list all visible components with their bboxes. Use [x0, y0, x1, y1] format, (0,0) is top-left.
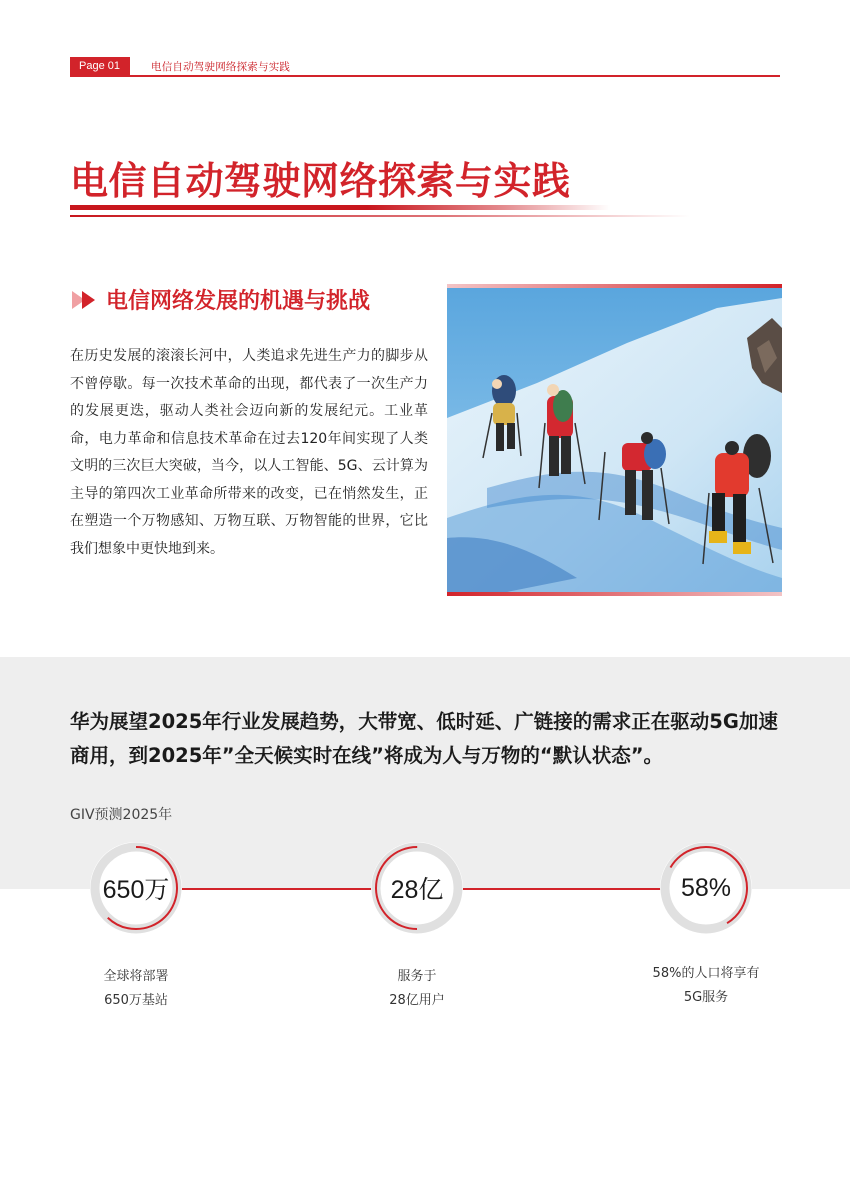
forecast-label: GIV预测2025年 — [70, 807, 173, 823]
running-title: 电信自动驾驶网络探索与实践 — [151, 61, 291, 73]
stat-value: 28亿 — [390, 876, 444, 904]
stat-caption-line1: 服务于 — [397, 969, 437, 984]
title-underline — [70, 205, 610, 210]
stat-users — [367, 838, 467, 938]
header-divider — [70, 75, 780, 77]
stat-caption — [56, 965, 216, 1013]
photo-bottom-accent — [447, 592, 782, 596]
page-title: 电信自动驾驶网络探索与实践 — [70, 159, 571, 203]
stat-caption-line2: 650万基站 — [104, 993, 168, 1008]
stat-value: 58% — [680, 873, 732, 902]
outlook-text: 华为展望2025年行业发展趋势，大带宽、低时延、广链接的需求正在驱动5G加速商用，到2025年”全天候实时在线”将成为人与万物的“默认状态”。 — [70, 710, 778, 767]
section-heading: 电信网络发展的机遇与挑战 — [106, 289, 371, 314]
stat-caption — [337, 965, 497, 1013]
stat-caption-line2: 28亿用户 — [389, 993, 445, 1008]
stat-caption-line2: 5G服务 — [683, 990, 729, 1005]
stat-base-stations — [86, 838, 186, 938]
stat-coverage — [656, 838, 756, 938]
double-arrow-icon — [72, 291, 102, 309]
mountaineers-photo — [447, 288, 782, 592]
stat-caption — [626, 962, 786, 1010]
section-body-text: 在历史发展的滚滚长河中，人类追求先进生产力的脚步从不曾停歇。每一次技术革命的出现，都代表了一次生产力的发展更迭，驱动人类社会迈向新的发展纪元。工业革命，电力革命和信息技术革命在过去120年间实现了人类文明的三次巨大突破，当今，以人工智能、5G、云计算为主导的第四次工业革命所带来的改变，已在悄然发生，正在塑造一个万物感知、万物互联、万物智能的世界，它比我们想象中更快地到来。 — [70, 348, 428, 557]
title-underline-thin — [70, 215, 690, 217]
stat-caption-line1: 58%的人口将享有 — [652, 966, 760, 981]
stat-value: 650万 — [102, 876, 170, 904]
page-number-badge: Page 01 — [70, 57, 130, 75]
stat-caption-line1: 全球将部署 — [103, 969, 169, 984]
